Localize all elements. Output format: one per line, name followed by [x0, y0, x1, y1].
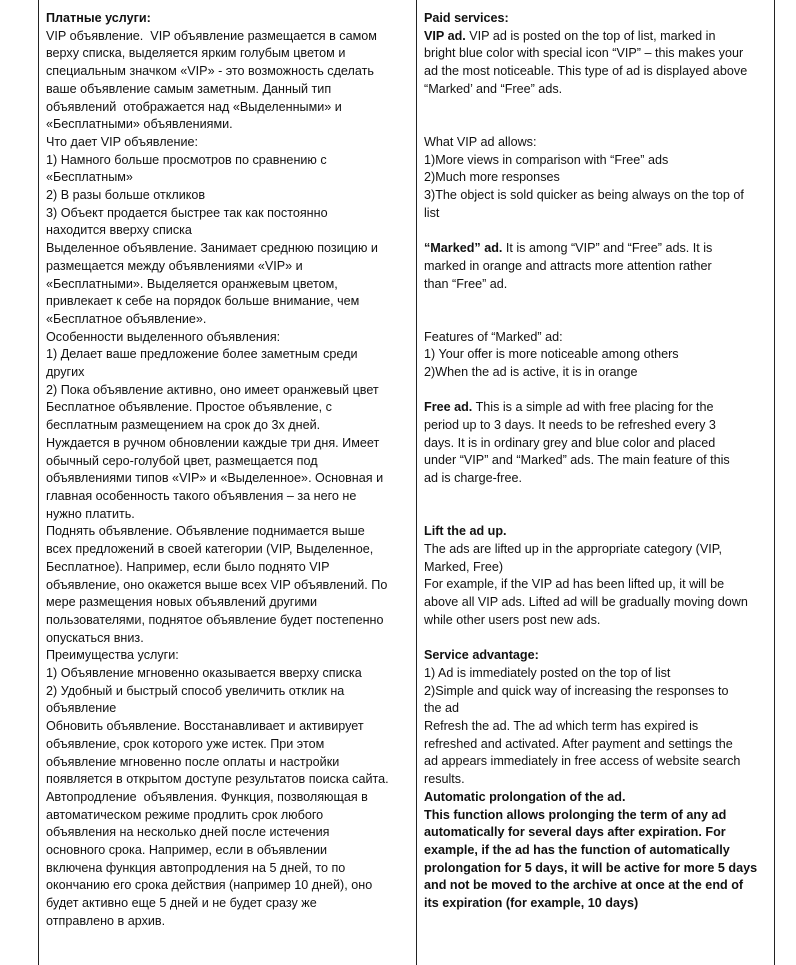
- ru-line-37: 2) Удобный и быстрый способ увеличить отклик на: [46, 683, 345, 698]
- ru-line-31: объявление, оно окажется выше всех VIP объявлений. По: [46, 577, 388, 592]
- ru-line-42: появляется в открытом доступе результатов поиска сайта.: [46, 772, 389, 787]
- table-border-right: [774, 0, 775, 965]
- ru-line-29: всех предложений в своей категории (VIP, Выделенное,: [46, 542, 374, 557]
- en-advantage-line-1: 2)Simple and quick way of increasing the responses to: [424, 683, 729, 698]
- ru-line-50: отправлено в архив.: [46, 913, 166, 928]
- en-free-line-1: period up to 3 days. It needs to be refreshed every 3: [424, 418, 716, 433]
- en-advantage-line-3: Refresh the ad. The ad which term has expired is: [424, 718, 699, 733]
- ru-line-22: бесплатным размещением на срок до 3х дней.: [46, 418, 321, 433]
- ru-heading: Платные услуги:: [46, 11, 151, 25]
- ru-line-28: Поднять объявление. Объявление поднимается выше: [46, 524, 365, 539]
- en-lift-line-0: The ads are lifted up in the appropriate category (VIP,: [424, 541, 723, 556]
- en-marked-line-2: than “Free” ad.: [424, 276, 508, 291]
- ru-line-0: VIP объявление. VIP объявление размещается в самом: [46, 28, 377, 43]
- en-marked-line-1: marked in orange and attracts more attention rather: [424, 258, 712, 273]
- ru-line-5: «Бесплатными» объявлениями.: [46, 117, 233, 132]
- ru-line-45: объявления на несколько дней после истечения: [46, 825, 330, 840]
- ru-body: [46, 28, 414, 931]
- en-advantage-line-2: the ad: [424, 701, 460, 716]
- ru-line-30: Бесплатное). Например, если было поднято VIP: [46, 559, 330, 574]
- ru-line-6: Что дает VIP объявление:: [46, 134, 199, 149]
- ru-line-47: включена функция автопродления на 5 дней, то по: [46, 860, 346, 875]
- ru-line-11: находится вверху списка: [46, 223, 192, 238]
- en-vip-term: VIP ad.: [424, 28, 466, 43]
- en-auto-line-4: and not be moved to the archive at once at the end of: [424, 878, 744, 893]
- en-lift-line-3: above all VIP ads. Lifted ad will be gradually moving down: [424, 595, 748, 610]
- ru-line-39: Обновить объявление. Восстанавливает и активирует: [46, 719, 364, 734]
- ru-line-15: привлекает к себе на порядок больше внимание, чем: [46, 294, 360, 309]
- en-auto-line-3: prolongation for 5 days, it will be active for more 5 days: [424, 860, 758, 875]
- ru-line-19: других: [46, 365, 85, 380]
- russian-column: [46, 10, 414, 931]
- en-allows-line-1: 1)More views in comparison with “Free” ads: [424, 152, 669, 167]
- en-features-line-0: Features of “Marked” ad:: [424, 329, 563, 344]
- ru-line-44: автоматическом режиме продлить срок любого: [46, 807, 324, 822]
- en-allows-line-2: 2)Much more responses: [424, 170, 560, 185]
- en-allows-line-3: 3)The object is sold quicker as being always on the top of: [424, 188, 744, 202]
- en-features-line-1: 1) Your offer is more noticeable among others: [424, 347, 679, 362]
- en-advantage-heading: Service advantage:: [424, 648, 539, 663]
- en-lift-line-4: while other users post new ads.: [424, 612, 601, 627]
- english-column: [424, 10, 772, 913]
- ru-line-46: основного срока. Например, если в объявлении: [46, 843, 328, 858]
- en-lift-line-2: For example, if the VIP ad has been lifted up, it will be: [424, 577, 725, 592]
- en-auto-line-5: its expiration (for example, 10 days): [424, 896, 639, 911]
- en-free-line-4: ad is charge-free.: [424, 471, 523, 486]
- ru-line-13: размещается между объявлениями «VIP» и: [46, 258, 303, 273]
- ru-line-7: 1) Намного больше просмотров по сравнению с: [46, 152, 327, 167]
- en-allows-line-0: What VIP ad allows:: [424, 134, 537, 149]
- en-advantage-line-4: refreshed and activated. After payment and settings the: [424, 736, 733, 751]
- ru-line-33: пользователями, поднятое объявление будет постепенно: [46, 612, 384, 627]
- table-border-left: [38, 0, 39, 965]
- ru-line-8: «Бесплатным»: [46, 170, 133, 185]
- en-marked-first-line: [424, 240, 772, 258]
- ru-line-40: объявление, срок которого уже истек. При этом: [46, 736, 325, 751]
- ru-line-48: окончанию его срока действия (например 10 дней), оно: [46, 878, 373, 893]
- en-heading: Paid services:: [424, 11, 509, 25]
- ru-line-14: «Бесплатными». Выделяется оранжевым цветом,: [46, 276, 338, 291]
- ru-line-41: объявление мгновенно после оплаты и настройки: [46, 754, 340, 769]
- ru-line-10: 3) Объект продается быстрее так как постоянно: [46, 205, 328, 220]
- en-auto-line-0: This function allows prolonging the term of any ad: [424, 807, 727, 822]
- ru-line-38: объявление: [46, 701, 117, 716]
- en-marked-line-0: It is among “VIP” and “Free” ads. It is: [502, 241, 713, 256]
- en-vip-line-3: “Marked’ and “Free” ads.: [424, 81, 563, 96]
- ru-line-24: обычный серо-голубой цвет, размещается под: [46, 453, 318, 468]
- en-lift-heading: Lift the ad up.: [424, 524, 507, 539]
- ru-line-1: верху списка, выделяется ярким голубым цветом и: [46, 46, 346, 61]
- en-vip-line-1: bright blue color with special icon “VIP” – this makes your: [424, 46, 744, 61]
- en-auto-heading: Automatic prolongation of the ad.: [424, 789, 626, 804]
- ru-line-3: ваше объявление самым заметным. Данный тип: [46, 81, 332, 96]
- en-allows-line-4: list: [424, 205, 440, 220]
- en-lift-line-1: Marked, Free): [424, 559, 504, 574]
- ru-line-43: Автопродление объявления. Функция, позволяющая в: [46, 789, 368, 804]
- en-features-line-2: 2)When the ad is active, it is in orange: [424, 364, 638, 379]
- en-advantage-line-6: results.: [424, 772, 465, 787]
- ru-line-16: «Бесплатное объявление».: [46, 311, 207, 326]
- ru-line-25: объявлениями типов «VIP» и «Выделенное». Основная и: [46, 471, 384, 486]
- ru-line-17: Особенности выделенного объявления:: [46, 329, 281, 344]
- en-free-line-3: under “VIP” and “Marked” ads. The main feature of this: [424, 453, 730, 468]
- en-advantage-line-0: 1) Ad is immediately posted on the top of list: [424, 665, 671, 680]
- en-free-first-line: [424, 399, 772, 417]
- ru-line-27: нужно платить.: [46, 506, 135, 521]
- en-free-term: Free ad.: [424, 400, 473, 415]
- en-vip-first-line: [424, 28, 772, 46]
- ru-line-9: 2) В разы больше откликов: [46, 188, 206, 203]
- ru-line-20: 2) Пока объявление активно, оно имеет оранжевый цвет: [46, 382, 379, 397]
- ru-line-12: Выделенное объявление. Занимает среднюю позицию и: [46, 241, 378, 256]
- ru-line-35: Преимущества услуги:: [46, 648, 179, 663]
- ru-line-49: будет активно еще 5 дней и не будет сразу же: [46, 896, 317, 911]
- en-marked-term: “Marked” ad.: [424, 241, 503, 256]
- en-free-line-0: This is a simple ad with free placing for the: [472, 400, 714, 415]
- en-vip-line-0: VIP ad is posted on the top of list, marked in: [465, 28, 716, 43]
- ru-line-23: Нуждается в ручном обновлении каждые три дня. Имеет: [46, 435, 380, 450]
- ru-line-21: Бесплатное объявление. Простое объявление, с: [46, 400, 332, 415]
- en-advantage-line-5: ad appears immediately in free access of website search: [424, 754, 741, 769]
- ru-line-4: объявлений отображается над «Выделенными» и: [46, 99, 342, 114]
- ru-line-18: 1) Делает ваше предложение более заметным среди: [46, 347, 358, 362]
- en-auto-line-1: automatically for several days after expiration. For: [424, 825, 726, 840]
- en-auto-line-2: example, if the ad has the function of automatically: [424, 842, 730, 857]
- ru-line-32: мере размещения новых объявлений другими: [46, 595, 318, 610]
- table-border-middle: [416, 0, 417, 965]
- ru-line-36: 1) Объявление мгновенно оказывается вверху списка: [46, 666, 362, 681]
- en-vip-line-2: ad the most noticeable. This type of ad is displayed above: [424, 64, 748, 79]
- ru-line-2: специальным значком «VIP» - это возможность сделать: [46, 64, 374, 79]
- ru-line-34: опускаться вниз.: [46, 630, 144, 645]
- en-free-line-2: days. It is in ordinary grey and blue color and placed: [424, 435, 716, 450]
- ru-line-26: главная особенность такого объявления – за него не: [46, 488, 357, 503]
